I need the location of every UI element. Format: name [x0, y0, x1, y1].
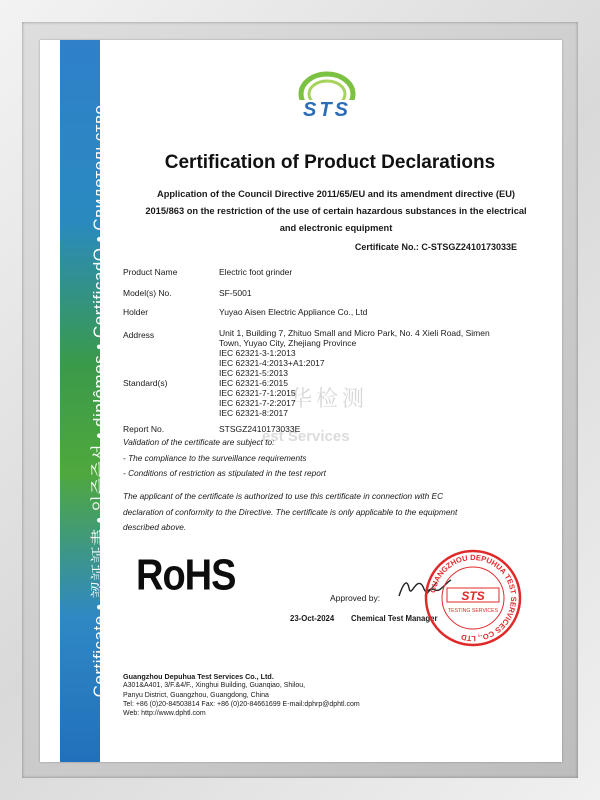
subtitle-line-2: 2015/863 on the restriction of the use of certain hazardous substances in the electrical: [145, 206, 527, 216]
standard-item: IEC 62321-7-1:2015: [219, 388, 296, 398]
rohs-mark: RoHS: [136, 551, 236, 601]
footer-address-2: Panyu District, Guangzhou, Guangdong, China: [123, 691, 269, 699]
holder-value: Yuyao Aisen Electric Appliance Co., Ltd: [219, 307, 368, 317]
standard-item: IEC 62321-3-1:2013: [219, 348, 296, 358]
standard-item: IEC 62321-8:2017: [219, 408, 288, 418]
side-band: [60, 40, 109, 762]
standard-item: IEC 62321-7-2:2017: [219, 398, 296, 408]
subtitle-line-1: Application of the Council Directive 2011/65/EU and its amendment directive (EU): [156, 189, 516, 199]
validation-line-2: - The compliance to the surveillance requirements: [123, 452, 307, 463]
standard-item: IEC 62321-6:2015: [219, 378, 288, 388]
footer: [123, 672, 523, 718]
validation-block: [123, 435, 523, 482]
validation-line-3: - Conditions of restriction as stipulated in the test report: [123, 468, 326, 478]
model-label: Model(s) No.: [123, 288, 172, 298]
report-value: STSGZ2410173033E: [219, 424, 301, 434]
standards-list: [219, 348, 519, 418]
certificate-number: Certificate No.: C-STSGZ2410173033E: [354, 242, 517, 252]
approved-by-label: Approved by:: [330, 593, 381, 603]
issue-date: 23-Oct-2024: [290, 614, 335, 623]
subtitle: [120, 186, 552, 237]
watermark-en: est Services: [262, 428, 350, 445]
logo-text: STS: [303, 99, 351, 121]
product-name-value: Electric foot grinder: [219, 267, 293, 277]
footer-company: Guangzhou Depuhua Test Services Co., Ltd.: [123, 672, 274, 681]
model-value: SF-5001: [219, 288, 252, 298]
standard-item: IEC 62321-5:2013: [219, 368, 288, 378]
standard-item: IEC 62321-4:2013+A1:2017: [219, 358, 325, 368]
manager-title: Chemical Test Manager: [351, 614, 438, 623]
subtitle-line-3: and electronic equipment: [279, 223, 393, 233]
address-line-2: Town, Yuyao City, Zhejiang Province: [219, 338, 357, 348]
statement-line-1: The applicant of the certificate is authorized to use this certificate in connection with EC: [123, 491, 444, 501]
statement-block: [123, 489, 523, 536]
validation-line-1: Validation of the certificate are subject to:: [123, 437, 275, 447]
statement-line-3: described above.: [123, 522, 187, 532]
report-label: Report No.: [123, 424, 165, 434]
holder-label: Holder: [123, 307, 149, 317]
product-name-label: Product Name: [123, 267, 178, 277]
address-line-1: Unit 1, Building 7, Zhituo Small and Micro Park, No. 4 Xieli Road, Simen: [219, 328, 490, 338]
footer-web: Web: http://www.dphtl.com: [123, 710, 206, 718]
sts-logo-icon: [287, 70, 367, 130]
standards-label: Standard(s): [123, 378, 168, 388]
company-seal-icon: [423, 548, 523, 648]
side-band-text: Certificate • 認証証書 • 인증증서 • diplômes • CertificadO • Свидетельство: [90, 104, 109, 698]
statement-line-2: declaration of conformity to the Directive. The certificate is only applicable to the equipment: [123, 506, 458, 517]
page-title: Certification of Product Declarations: [164, 152, 496, 173]
certificate-paper: [40, 40, 562, 762]
seal-ring-text: GUANGZHOU DEPUHUA TEST SERVICES CO., LTD: [428, 552, 519, 644]
footer-contact: Tel: +86 (0)20-84503814 Fax: +86 (0)20-84661699 E-mail:dphrp@dphtl.com: [123, 700, 360, 708]
seal-logo-text: STS: [461, 589, 485, 603]
address-value: [219, 328, 519, 348]
address-label: Address: [123, 330, 155, 340]
seal-center-text: TESTING SERVICES: [447, 608, 499, 614]
footer-address-1: A301&A401, 3/F.&4/F., Xinghui Building, Guanqiao, Shilou,: [123, 682, 306, 690]
watermark-cn: 华检测: [290, 386, 369, 411]
